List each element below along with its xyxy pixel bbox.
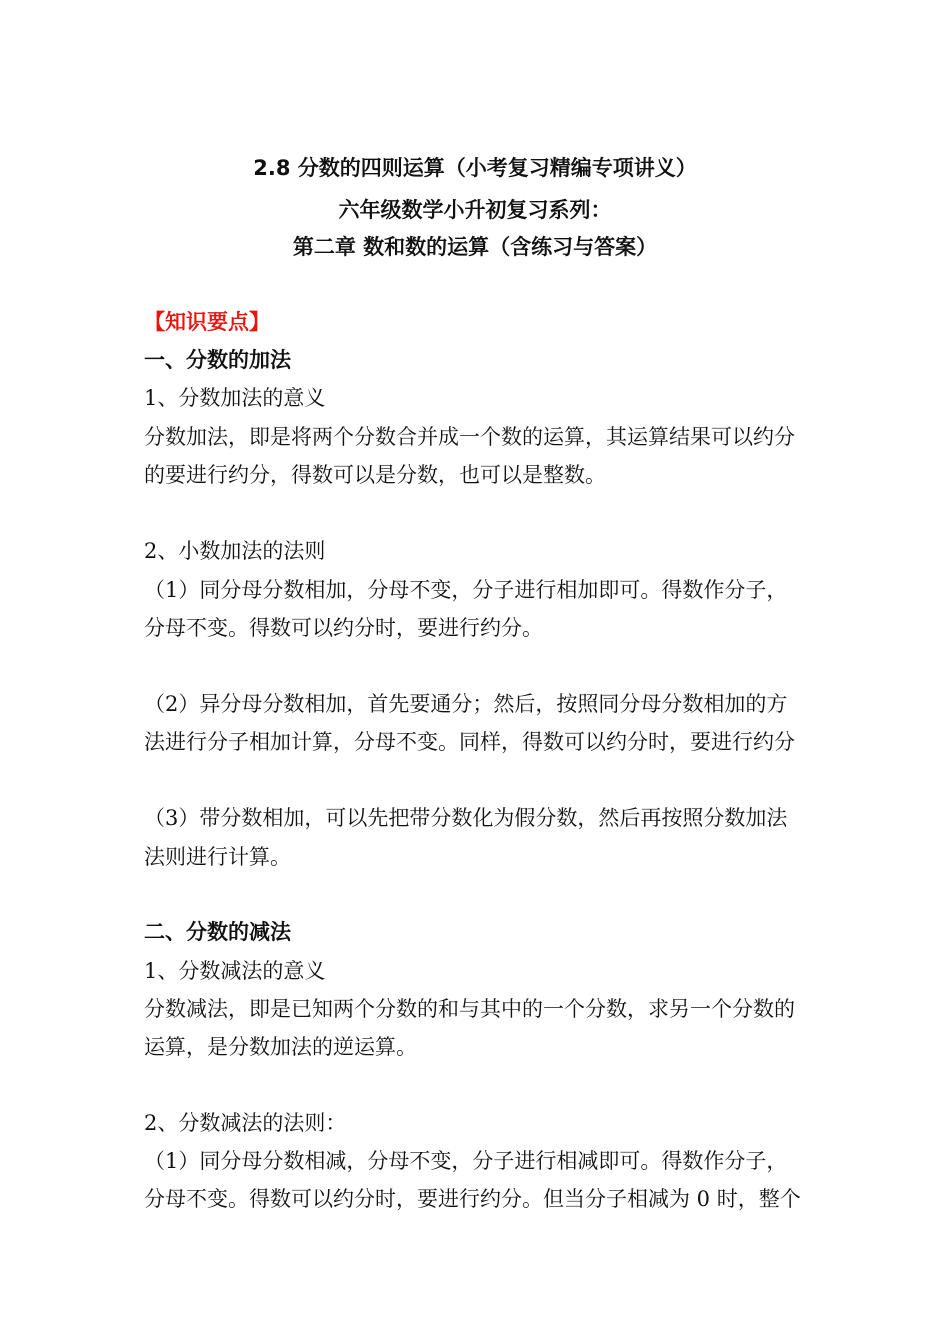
paragraph-line: 运算，是分数加法的逆运算。 [144, 1035, 417, 1059]
section-2-sub2-title: 2、分数减法的法则： [144, 1111, 347, 1135]
paragraph-line: （3）带分数相加，可以先把带分数化为假分数，然后再按照分数加法 [144, 806, 788, 830]
title-line-2: 六年级数学小升初复习系列： [338, 198, 612, 222]
paragraph-line: 分数减法，即是已知两个分数的和与其中的一个分数，求另一个分数的 [144, 997, 795, 1021]
title-line-1: 2.8 分数的四则运算（小考复习精编专项讲义） [253, 156, 697, 180]
paragraph-line: 法进行分子相加计算，分母不变。同样，得数可以约分时，要进行约分 [144, 730, 795, 754]
section-1-heading: 一、分数的加法 [144, 348, 291, 372]
paragraph-line: （1）同分母分数相加，分母不变，分子进行相加即可。得数作分子， [144, 578, 788, 602]
knowledge-points-label: 【知识要点】 [144, 310, 270, 334]
paragraph-line: （2）异分母分数相加，首先要通分；然后，按照同分母分数相加的方 [144, 692, 788, 716]
paragraph-line: 的要进行约分，得数可以是分数，也可以是整数。 [144, 463, 606, 487]
section-1-sub2-title: 2、小数加法的法则 [144, 539, 326, 563]
paragraph-line: 法则进行计算。 [144, 845, 291, 869]
title-line-3: 第二章 数和数的运算（含练习与答案） [292, 235, 658, 259]
section-2-heading: 二、分数的减法 [144, 920, 291, 944]
paragraph-line: 分数加法，即是将两个分数合并成一个数的运算，其运算结果可以约分 [144, 425, 795, 449]
paragraph-line: 分母不变。得数可以约分时，要进行约分。 [144, 616, 543, 640]
paragraph-line: （1）同分母分数相减，分母不变，分子进行相减即可。得数作分子， [144, 1149, 788, 1173]
section-1-sub1-title: 1、分数加法的意义 [144, 386, 326, 410]
section-2-sub1-title: 1、分数减法的意义 [144, 959, 326, 983]
paragraph-line: 分母不变。得数可以约分时，要进行约分。但当分子相减为 0 时，整个 [144, 1187, 801, 1211]
